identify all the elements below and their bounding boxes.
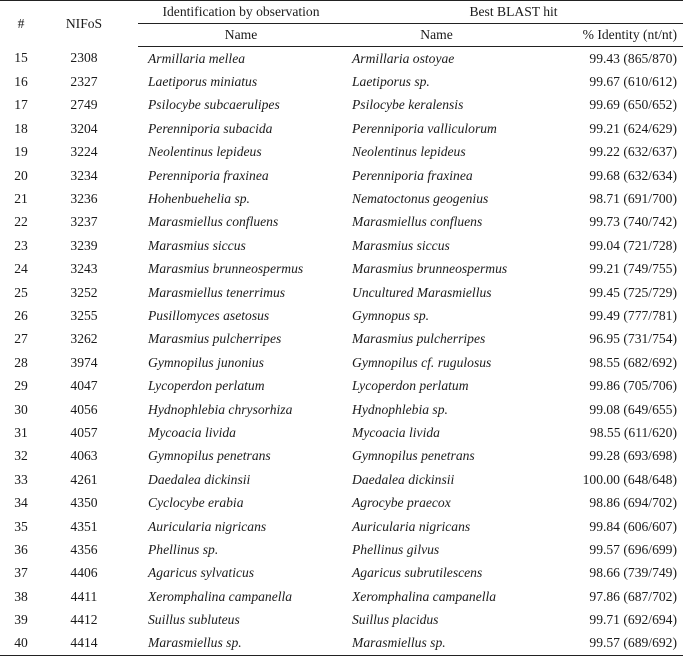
nifos-id: 4412 xyxy=(70,612,98,628)
table-row xyxy=(0,445,683,468)
nifos-id: 2749 xyxy=(70,97,98,113)
nifos-id: 4057 xyxy=(70,424,98,440)
row-number: 25 xyxy=(14,284,28,300)
observation-name: Hohenbuehelia sp. xyxy=(148,191,250,207)
nifos-id: 3234 xyxy=(70,167,98,183)
table-row xyxy=(0,608,683,631)
header-number: # xyxy=(0,1,40,47)
table-row xyxy=(0,328,683,351)
blast-hit-name: Mycoacia livida xyxy=(352,424,440,440)
nifos-id: 2308 xyxy=(70,50,98,66)
observation-name: Armillaria mellea xyxy=(148,50,246,66)
table-row xyxy=(0,47,683,71)
row-number: 18 xyxy=(14,120,28,136)
table-row xyxy=(0,234,683,257)
blast-hit-name: Suillus placidus xyxy=(352,612,439,628)
row-number: 39 xyxy=(14,612,28,628)
table-row xyxy=(0,94,683,117)
observation-name: Phellinus sp. xyxy=(148,541,219,557)
row-number: 27 xyxy=(14,331,28,347)
identity-value: 99.28 (693/698) xyxy=(589,448,677,464)
observation-name: Gymnopilus penetrans xyxy=(148,448,271,464)
row-number: 17 xyxy=(14,97,28,113)
identity-value: 100.00 (648/648) xyxy=(582,471,677,487)
row-number: 37 xyxy=(14,565,28,581)
identity-value: 99.84 (606/607) xyxy=(589,518,677,534)
row-number: 22 xyxy=(14,214,28,230)
blast-hit-name: Lycoperdon perlatum xyxy=(352,378,469,394)
observation-name: Marasmius siccus xyxy=(148,237,246,253)
identity-value: 99.67 (610/612) xyxy=(589,74,677,90)
table-row xyxy=(0,585,683,608)
blast-hit-name: Gymnopilus penetrans xyxy=(352,448,475,464)
observation-name: Perenniporia fraxinea xyxy=(148,167,269,183)
blast-hit-name: Marasmius brunneospermus xyxy=(352,261,508,277)
observation-name: Marasmiellus tenerrimus xyxy=(148,284,286,300)
identity-value: 98.71 (691/700) xyxy=(589,191,677,207)
header-blast-name: Name xyxy=(344,24,529,47)
row-number: 35 xyxy=(14,518,28,534)
header-group-observation: Identification by observation xyxy=(138,1,344,24)
identity-value: 99.57 (696/699) xyxy=(589,541,677,557)
blast-hit-name: Marasmius siccus xyxy=(352,237,450,253)
observation-name: Marasmiellus sp. xyxy=(138,632,344,656)
nifos-id: 4406 xyxy=(70,565,98,581)
identity-value: 99.21 (624/629) xyxy=(589,120,677,136)
row-number: 30 xyxy=(14,401,28,417)
nifos-id: 3252 xyxy=(70,284,98,300)
row-number: 32 xyxy=(14,448,28,464)
nifos-id: 3239 xyxy=(70,237,98,253)
blast-hit-name: Perenniporia fraxinea xyxy=(352,167,473,183)
table-row xyxy=(0,304,683,327)
table-row xyxy=(0,491,683,514)
table-row xyxy=(0,562,683,585)
identity-value: 99.08 (649/655) xyxy=(589,401,677,417)
table-row xyxy=(0,70,683,93)
table-header xyxy=(0,1,683,47)
nifos-id: 2327 xyxy=(70,74,98,90)
table-row xyxy=(0,281,683,304)
blast-hit-name: Hydnophlebia sp. xyxy=(352,401,448,417)
table-row xyxy=(0,374,683,397)
blast-hit-name: Laetiporus sp. xyxy=(352,74,430,90)
nifos-id: 3262 xyxy=(70,331,98,347)
observation-name: Mycoacia livida xyxy=(148,424,236,440)
identity-value: 99.86 (705/706) xyxy=(589,378,677,394)
blast-hit-name: Daedalea dickinsii xyxy=(352,471,455,487)
blast-hit-name: Agaricus subrutilescens xyxy=(352,565,483,581)
table-row xyxy=(0,164,683,187)
blast-hit-name: Marasmiellus confluens xyxy=(352,214,483,230)
nifos-id: 3243 xyxy=(70,261,98,277)
observation-name: Xeromphalina campanella xyxy=(148,588,293,604)
row-number: 33 xyxy=(14,471,28,487)
blast-hit-name: Perenniporia valliculorum xyxy=(352,120,497,136)
row-number: 38 xyxy=(14,588,28,604)
identity-value: 99.04 (721/728) xyxy=(589,237,677,253)
blast-hit-name: Xeromphalina campanella xyxy=(352,588,497,604)
observation-name: Laetiporus miniatus xyxy=(148,74,258,90)
table-body xyxy=(0,47,683,656)
observation-name: Marasmius pulcherripes xyxy=(148,331,282,347)
row-number: 20 xyxy=(14,167,28,183)
identity-value: 98.86 (694/702) xyxy=(589,495,677,511)
table-row xyxy=(0,351,683,374)
row-number: 36 xyxy=(14,541,28,557)
row-number: 23 xyxy=(14,237,28,253)
row-number: 40 xyxy=(0,632,40,656)
table-row xyxy=(0,258,683,281)
nifos-id: 3224 xyxy=(70,144,98,160)
identity-value: 99.49 (777/781) xyxy=(589,307,677,323)
table-row xyxy=(0,211,683,234)
nifos-id: 4411 xyxy=(70,588,98,604)
identity-value: 96.95 (731/754) xyxy=(589,331,677,347)
table-row xyxy=(0,398,683,421)
table-row xyxy=(0,421,683,444)
row-number: 34 xyxy=(14,495,28,511)
nifos-id: 4351 xyxy=(70,518,98,534)
nifos-id: 4414 xyxy=(40,632,138,656)
blast-hit-name: Uncultured Marasmiellus xyxy=(352,284,492,300)
blast-hit-name: Psilocybe keralensis xyxy=(352,97,464,113)
identity-value: 99.57 (689/692) xyxy=(529,632,683,656)
observation-name: Suillus subluteus xyxy=(148,612,240,628)
observation-name: Perenniporia subacida xyxy=(148,120,273,136)
nifos-id: 3236 xyxy=(70,191,98,207)
observation-name: Marasmius brunneospermus xyxy=(148,261,304,277)
nifos-id: 4047 xyxy=(70,378,98,394)
observation-name: Daedalea dickinsii xyxy=(148,471,251,487)
blast-hit-name: Agrocybe praecox xyxy=(352,495,451,511)
row-number: 26 xyxy=(14,307,28,323)
observation-name: Psilocybe subcaerulipes xyxy=(148,97,280,113)
nifos-id: 4350 xyxy=(70,495,98,511)
blast-hit-name: Nematoctonus geogenius xyxy=(352,191,489,207)
blast-hit-name: Marasmiellus sp. xyxy=(344,632,529,656)
nifos-id: 3204 xyxy=(70,120,98,136)
row-number: 28 xyxy=(14,354,28,370)
row-number: 19 xyxy=(14,144,28,160)
blast-hit-name: Marasmius pulcherripes xyxy=(352,331,486,347)
blast-hit-name: Gymnopilus cf. rugulosus xyxy=(352,354,492,370)
observation-name: Auricularia nigricans xyxy=(148,518,267,534)
identity-value: 99.45 (725/729) xyxy=(589,284,677,300)
header-nifos: NIFoS xyxy=(40,1,138,47)
identity-value: 97.86 (687/702) xyxy=(589,588,677,604)
observation-name: Hydnophlebia chrysorhiza xyxy=(148,401,293,417)
observation-name: Gymnopilus junonius xyxy=(148,354,264,370)
row-number: 16 xyxy=(14,74,28,90)
nifos-id: 3255 xyxy=(70,307,98,323)
row-number: 21 xyxy=(14,191,28,207)
table-row xyxy=(0,468,683,491)
identity-value: 99.69 (650/652) xyxy=(589,97,677,113)
nifos-id: 3974 xyxy=(70,354,98,370)
row-number: 15 xyxy=(14,50,28,66)
nifos-id: 4063 xyxy=(70,448,98,464)
identity-value: 98.55 (682/692) xyxy=(589,354,677,370)
identity-value: 98.66 (739/749) xyxy=(589,565,677,581)
blast-hit-name: Gymnopus sp. xyxy=(352,307,430,323)
observation-name: Cyclocybe erabia xyxy=(148,495,244,511)
blast-hit-name: Phellinus gilvus xyxy=(352,541,440,557)
table-row xyxy=(0,632,683,656)
blast-hit-name: Neolentinus lepideus xyxy=(352,144,466,160)
identity-value: 99.43 (865/870) xyxy=(589,50,677,66)
row-number: 31 xyxy=(14,424,28,440)
blast-hit-name: Auricularia nigricans xyxy=(352,518,471,534)
identity-value: 99.71 (692/694) xyxy=(589,612,677,628)
identity-value: 99.73 (740/742) xyxy=(589,214,677,230)
identity-value: 99.21 (749/755) xyxy=(589,261,677,277)
table-row xyxy=(0,141,683,164)
nifos-id: 4056 xyxy=(70,401,98,417)
identity-value: 98.55 (611/620) xyxy=(589,424,677,440)
row-number: 29 xyxy=(14,378,28,394)
row-number: 24 xyxy=(14,261,28,277)
observation-name: Agaricus sylvaticus xyxy=(148,565,255,581)
header-group-blast: Best BLAST hit xyxy=(344,1,683,24)
observation-name: Marasmiellus confluens xyxy=(148,214,279,230)
blast-hit-name: Armillaria ostoyae xyxy=(352,50,455,66)
identity-value: 99.22 (632/637) xyxy=(589,144,677,160)
table-row xyxy=(0,515,683,538)
header-observation-name: Name xyxy=(138,24,344,47)
nifos-id: 4356 xyxy=(70,541,98,557)
nifos-id: 3237 xyxy=(70,214,98,230)
nifos-id: 4261 xyxy=(70,471,98,487)
observation-name: Lycoperdon perlatum xyxy=(148,378,265,394)
observation-name: Neolentinus lepideus xyxy=(148,144,262,160)
table-row xyxy=(0,538,683,561)
header-identity: % Identity (nt/nt) xyxy=(529,24,683,47)
identity-value: 99.68 (632/634) xyxy=(589,167,677,183)
table-row xyxy=(0,117,683,140)
observation-name: Pusillomyces asetosus xyxy=(148,307,270,323)
table-row xyxy=(0,187,683,210)
